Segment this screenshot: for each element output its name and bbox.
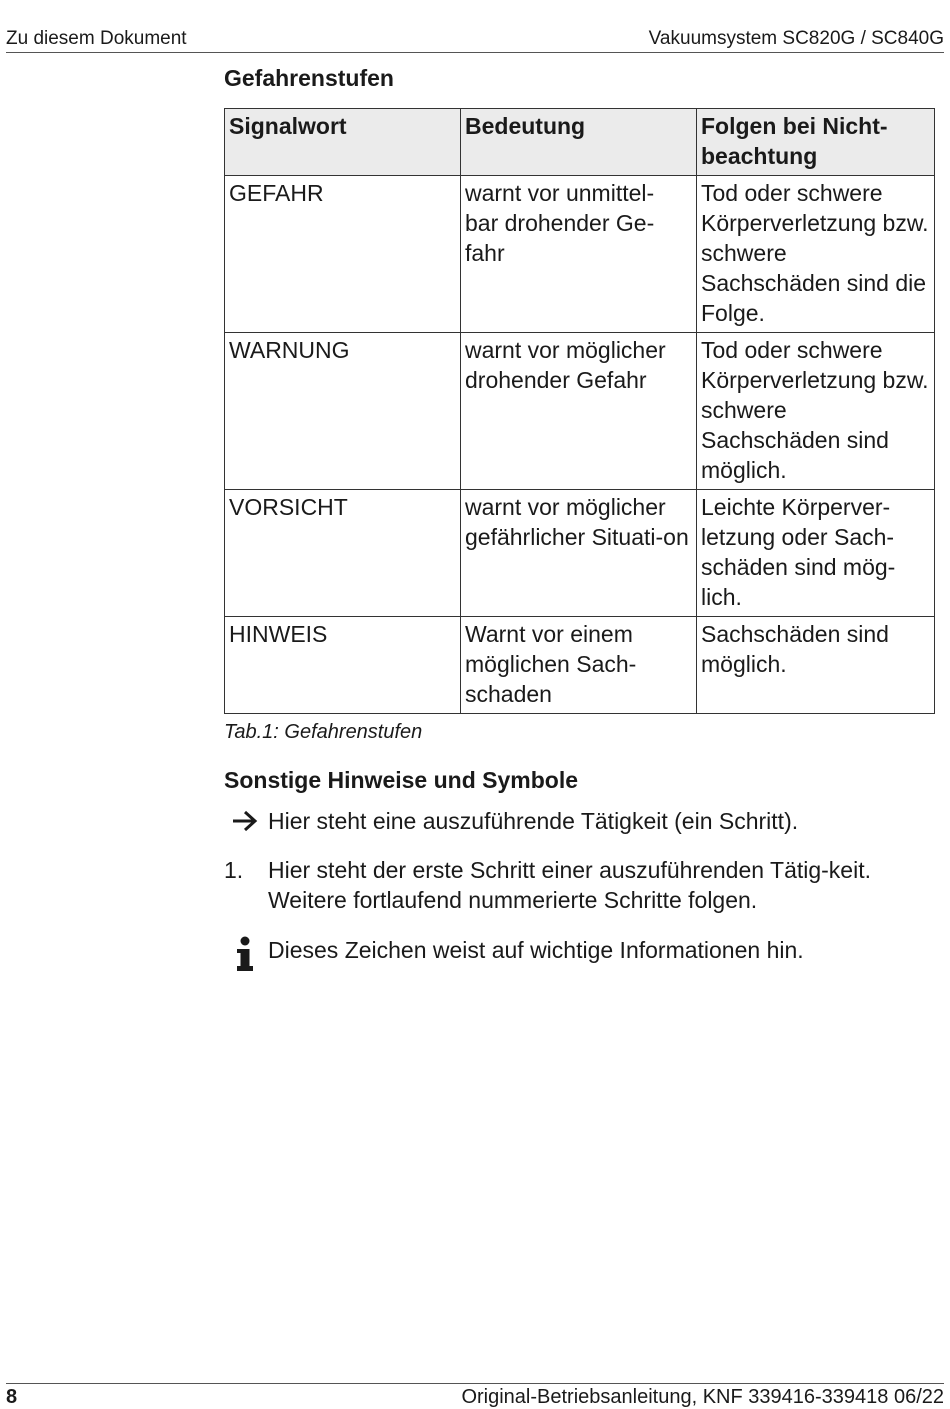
- section-title-sonstige-hinweise: Sonstige Hinweise und Symbole: [224, 767, 579, 793]
- main-content: [224, 62, 934, 975]
- info-note: [224, 935, 934, 975]
- cell-consequence: Sachschäden sind möglich.: [697, 617, 935, 714]
- table-row-warnung: [225, 333, 935, 490]
- table-row-hinweis: [225, 617, 935, 714]
- column-header-consequence-text: Folgen bei Nicht-beachtung: [701, 113, 888, 169]
- step-number: 1.: [224, 857, 244, 883]
- column-header-signal: Signalwort: [225, 109, 461, 176]
- column-header-consequence: [697, 109, 935, 176]
- cell-consequence: Tod oder schwere Körperverletzung bzw. schwere Sachschäden sind die Folge.: [697, 176, 935, 333]
- footer-document-reference: Original-Betriebsanleitung, KNF 339416-339418 06/22: [461, 1386, 944, 1408]
- cell-meaning-text: warnt vor möglicher gefährlicher Situati-on: [465, 494, 689, 550]
- page-header: [6, 28, 944, 53]
- cell-meaning: warnt vor möglicher drohender Gefahr: [461, 333, 697, 490]
- table-caption: Tab.1: Gefahrenstufen: [224, 721, 423, 743]
- cell-meaning: [461, 617, 697, 714]
- section-title-gefahrenstufen: Gefahrenstufen: [224, 65, 394, 91]
- header-section-title: Zu diesem Dokument: [6, 28, 187, 49]
- cell-meaning: [461, 490, 697, 617]
- numbered-step: [224, 855, 934, 915]
- column-header-meaning: Bedeutung: [461, 109, 697, 176]
- action-step-text: Hier steht eine auszuführende Tätigkeit (ein Schritt).: [268, 808, 799, 834]
- info-text: Dieses Zeichen weist auf wichtige Informationen hin.: [268, 937, 804, 963]
- info-icon: [232, 935, 262, 975]
- step-text-line2: Weitere fortlaufend nummerierte Schritte folgen.: [268, 887, 758, 913]
- cell-consequence-text: Leichte Körperver-letzung oder Sach-schäden sind mög-lich.: [701, 494, 896, 610]
- cell-signal: WARNUNG: [225, 333, 461, 490]
- cell-signal: VORSICHT: [225, 490, 461, 617]
- arrow-right-icon: [230, 806, 260, 836]
- page-number: 8: [6, 1386, 18, 1408]
- cell-signal: HINWEIS: [225, 617, 461, 714]
- action-step: [224, 806, 934, 843]
- cell-meaning: [461, 176, 697, 333]
- cell-consequence: Tod oder schwere Körperverletzung bzw. schwere Sachschäden sind möglich.: [697, 333, 935, 490]
- header-product-name: Vakuumsystem SC820G / SC840G: [648, 28, 944, 49]
- table-row-gefahr: [225, 176, 935, 333]
- page-footer: [6, 1383, 944, 1406]
- table-header-row: [225, 109, 935, 176]
- cell-consequence: [697, 490, 935, 617]
- table-row-vorsicht: [225, 490, 935, 617]
- cell-meaning-text: warnt vor unmittel-bar drohender Ge-fahr: [465, 180, 655, 266]
- hazard-levels-table: [224, 108, 935, 714]
- cell-signal: GEFAHR: [225, 176, 461, 333]
- step-text-line1: Hier steht der erste Schritt einer auszuführenden Tätig-keit.: [268, 857, 871, 883]
- cell-meaning-text: Warnt vor einem möglichen Sach-schaden: [465, 621, 637, 707]
